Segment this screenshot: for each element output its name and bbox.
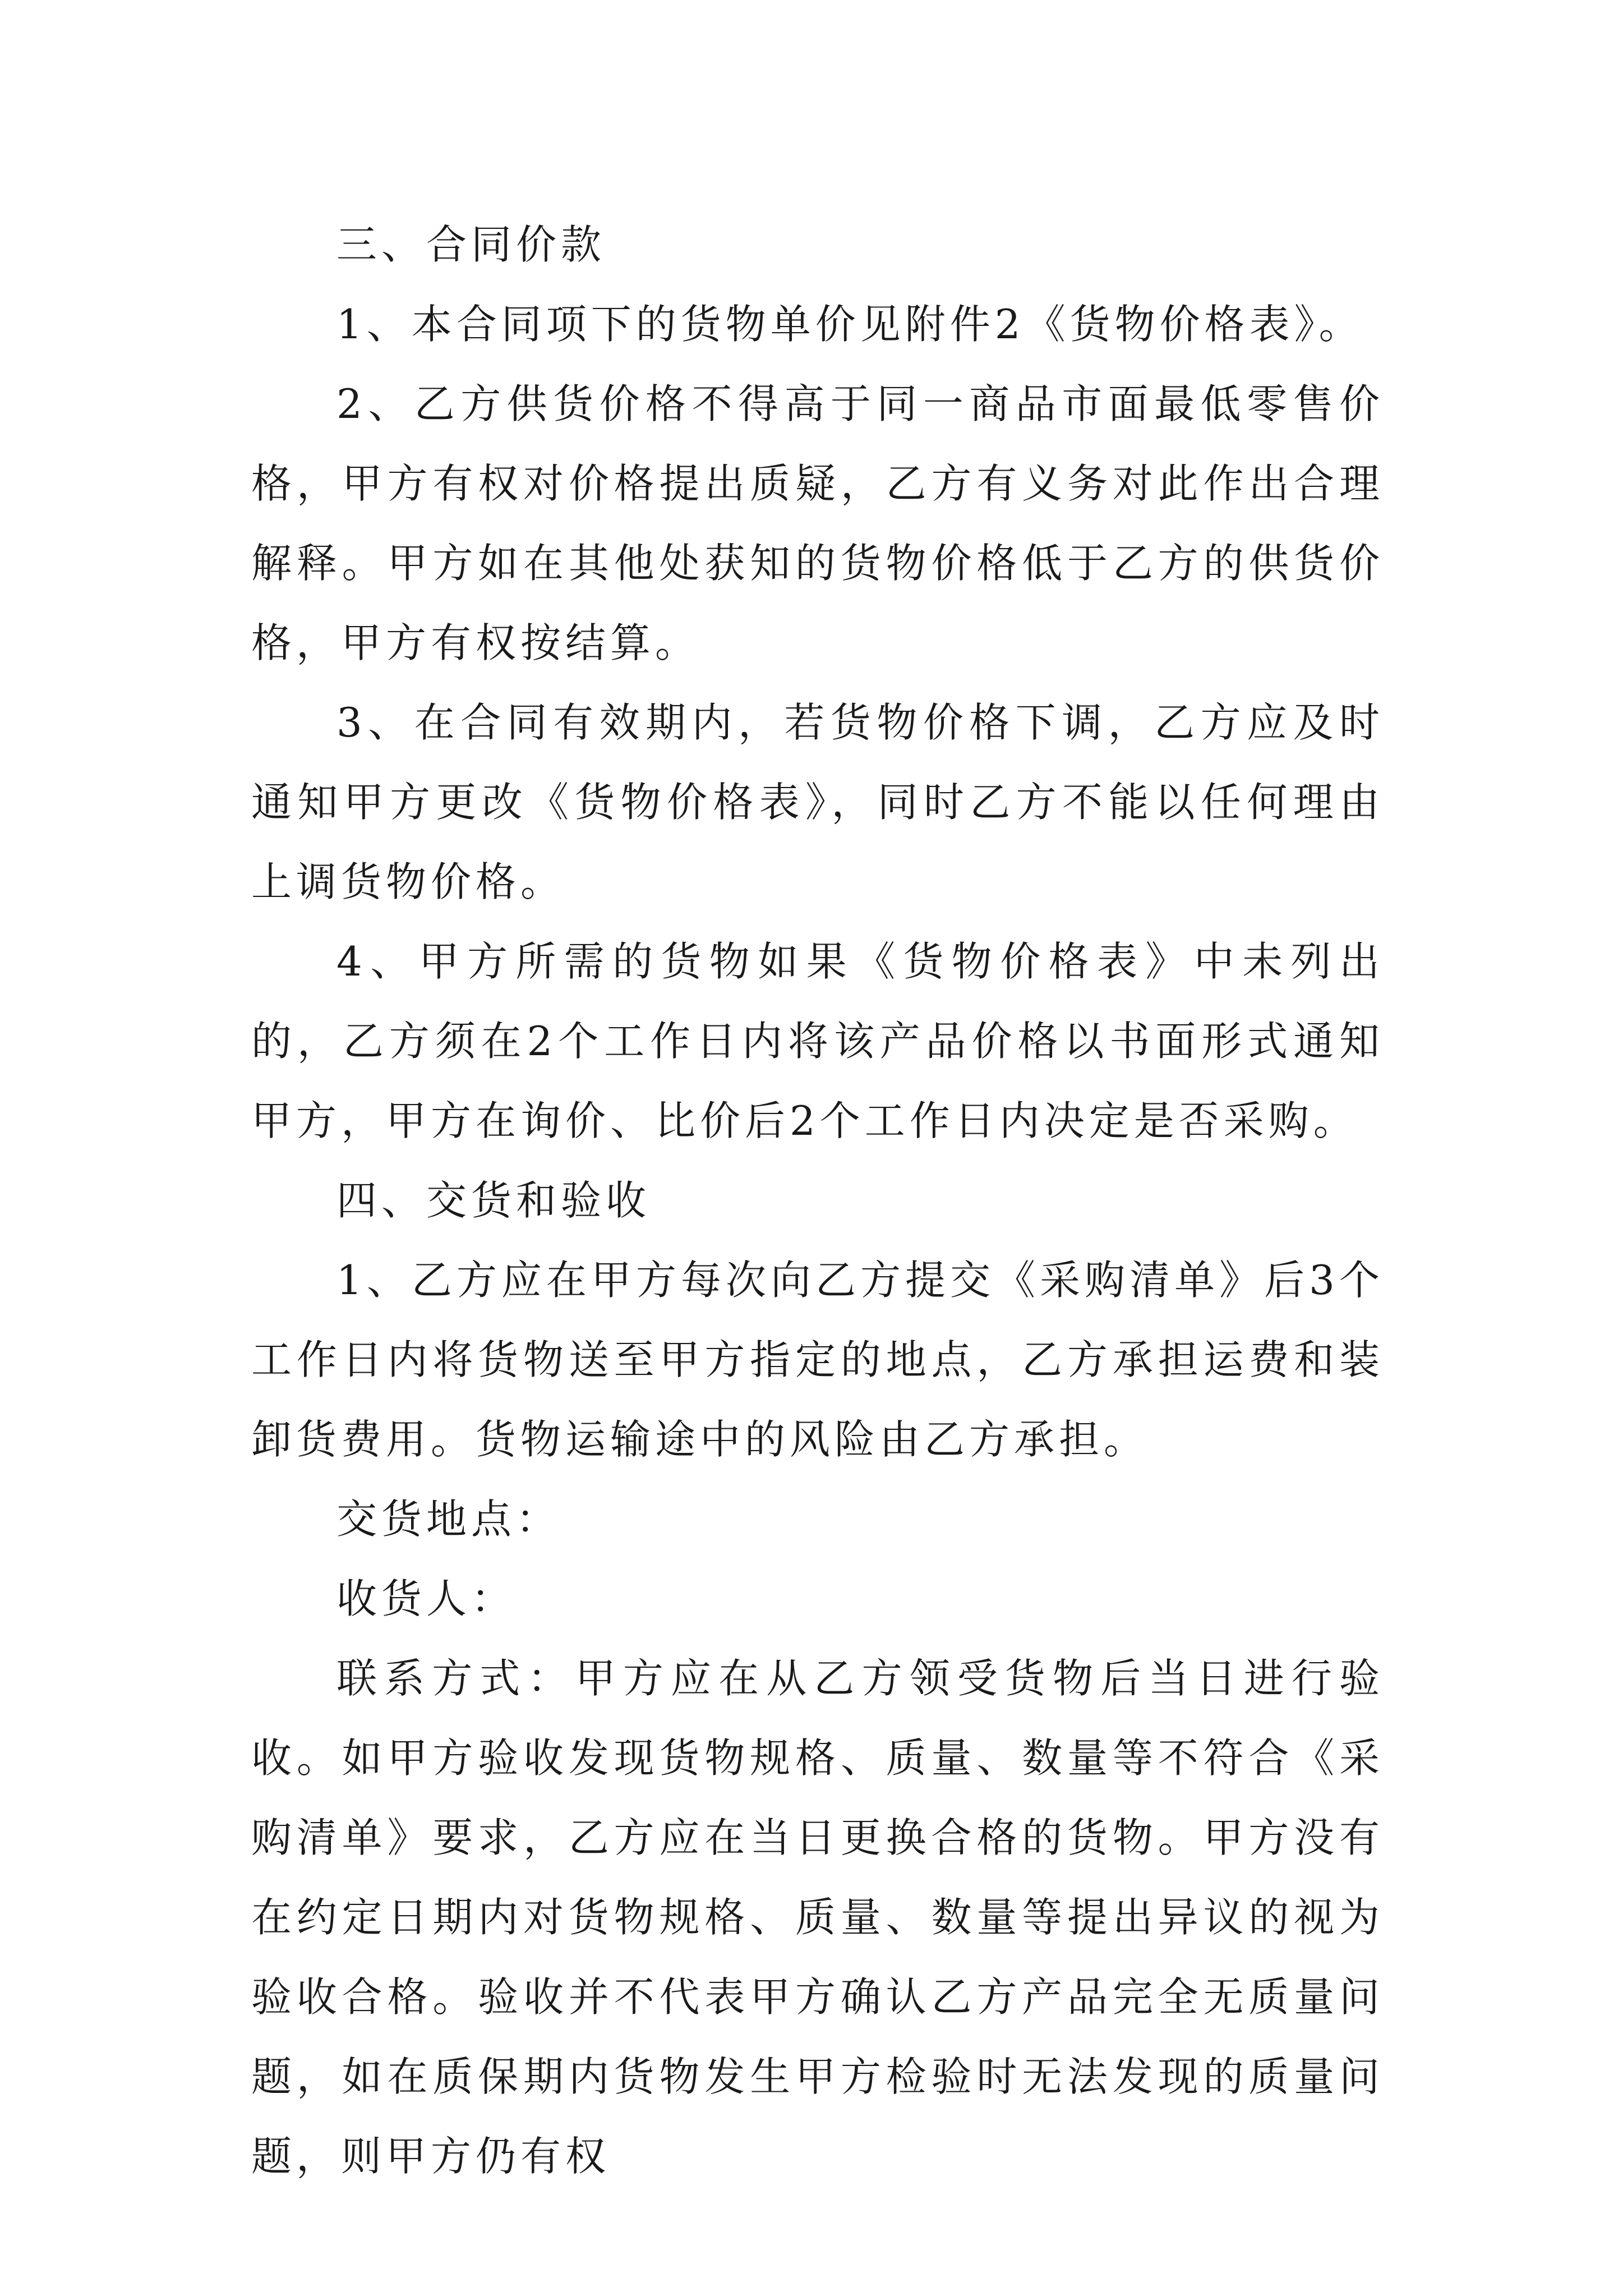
clause-price-3: 3、在合同有效期内，若货物价格下调，乙方应及时通知甲方更改《货物价格表》，同时乙方不能以任何理由上调货物价格。: [251, 699, 1384, 905]
recipient-line: 收货人：: [336, 1575, 517, 1622]
clause-price-4: 4、甲方所需的货物如果《货物价格表》中未列出的，乙方须在2个工作日内将该产品价格以书面形式通知甲方，甲方在询价、比价后2个工作日内决定是否采购。: [251, 938, 1384, 1144]
clause-price-1: 1、本合同项下的货物单价见附件2《货物价格表》。: [336, 301, 1364, 348]
delivery-location-line: 交货地点：: [336, 1496, 561, 1543]
contact-and-acceptance-clause: 联系方式：甲方应在从乙方领受货物后当日进行验收。如甲方验收发现货物规格、质量、数量等不符合《采购清单》要求，乙方应在当日更换合格的货物。甲方没有在约定日期内对货物规格、质量、数量等提出异议的视为验收合格。验收并不代表甲方确认乙方产品完全无质量问题，如在质保期内货物发生甲方检验时无法发现的质量问题，则甲方仍有权: [251, 1655, 1384, 2180]
clause-delivery-1: 1、乙方应在甲方每次向乙方提交《采购清单》后3个工作日内将货物送至甲方指定的地点，乙方承担运费和装卸货费用。货物运输途中的风险由乙方承担。: [251, 1257, 1384, 1463]
clause-price-2: 2、乙方供货价格不得高于同一商品市面最低零售价格，甲方有权对价格提出质疑，乙方有义务对此作出合理解释。甲方如在其他处获知的货物价格低于乙方的供货价格，甲方有权按结算。: [251, 380, 1384, 666]
section-heading-delivery: 四、交货和验收: [336, 1177, 651, 1224]
section-heading-price: 三、合同价款: [336, 221, 606, 268]
document-body: [251, 205, 1384, 2196]
